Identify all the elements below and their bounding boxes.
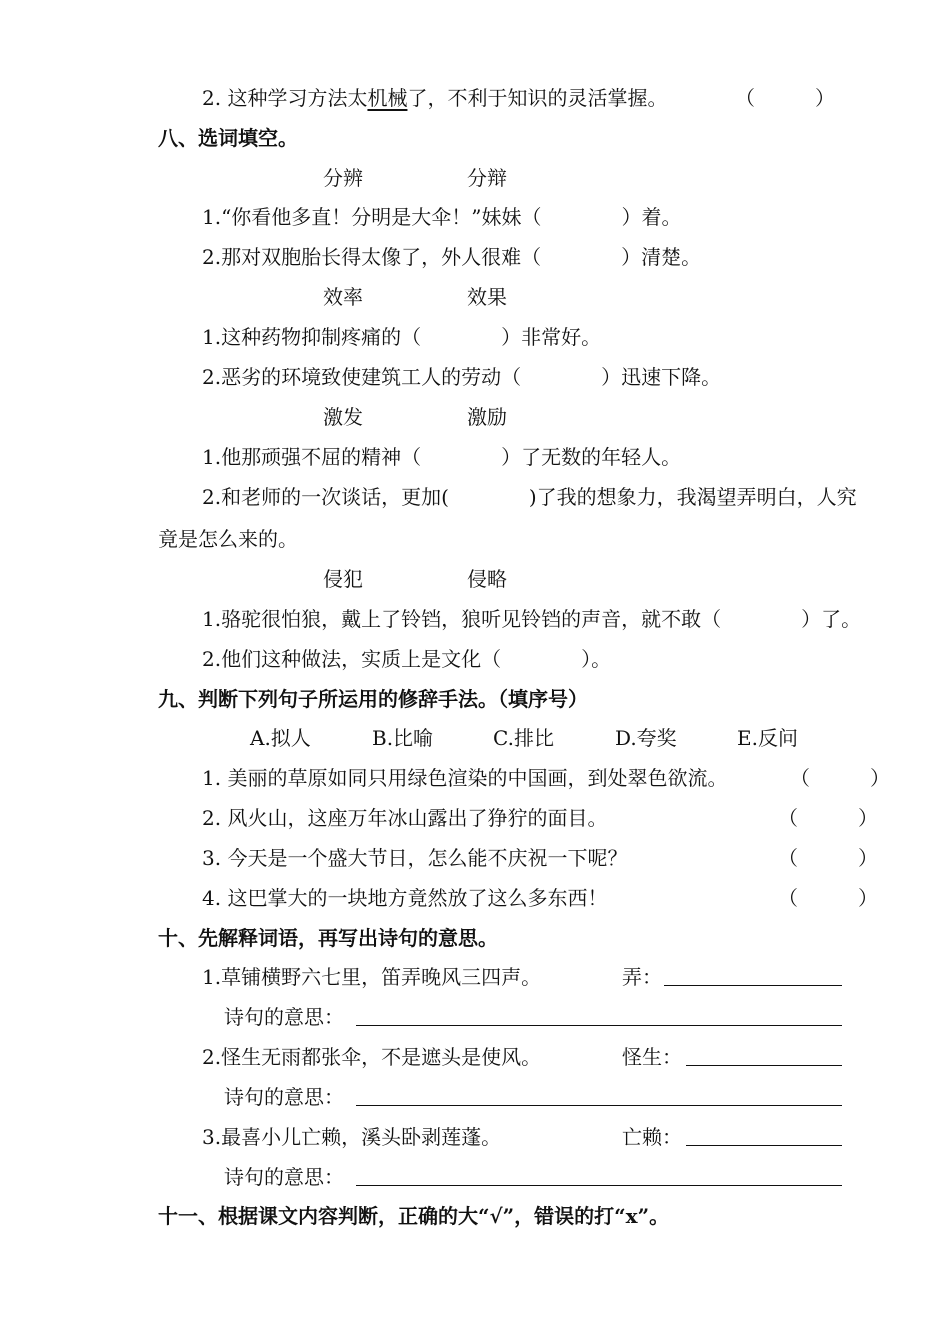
q7-item-2-text-pre: 2. 这种学习方法太 (202, 86, 368, 110)
s10-item-2-word-blank[interactable] (686, 1043, 842, 1066)
s8-g3-item-2-line-2: 竟是怎么来的。 (158, 527, 298, 551)
s8-g4-word-2: 侵略 (467, 567, 507, 591)
s8-g3-item-2-line-1: 2.和老师的一次谈话，更加( )了我的想象力，我渴望弄明白，人究 (202, 485, 857, 509)
s8-g2-item-2: 2.恶劣的环境致使建筑工人的劳动（ ）迅速下降。 (202, 365, 722, 389)
s10-item-1-word-blank[interactable] (664, 963, 842, 986)
s10-item-2-word-label: 怪生： (622, 1045, 682, 1069)
q7-item-2-text-post: 了，不利于知识的灵活掌握。 (407, 86, 668, 110)
s9-item-1-paren[interactable]: （ ） (790, 766, 890, 790)
section-10-heading: 十、先解释词语，再写出诗句的意思。 (158, 926, 498, 950)
s10-item-2-poem: 2.怪生无雨都张伞，不是遮头是使风。 (202, 1045, 542, 1069)
s8-g4-word-1: 侵犯 (323, 567, 363, 591)
s10-item-1-word-label: 弄： (622, 965, 662, 989)
s9-item-1: 1. 美丽的草原如同只用绿色渲染的中国画，到处翠色欲流。 (202, 766, 728, 790)
s10-item-2-meaning-blank[interactable] (356, 1083, 842, 1106)
s10-item-2-meaning-label: 诗句的意思： (224, 1085, 344, 1109)
s8-g2-word-2: 效果 (467, 285, 507, 309)
s9-item-4-paren[interactable]: （ ） (778, 886, 878, 910)
s8-g4-item-2: 2.他们这种做法，实质上是文化（ ）。 (202, 647, 612, 671)
s10-item-1-meaning-blank[interactable] (356, 1003, 842, 1026)
s9-option-b: B.比喻 (372, 726, 434, 750)
s8-g1-word-2: 分辩 (467, 166, 507, 190)
s10-item-3-poem: 3.最喜小儿亡赖，溪头卧剥莲蓬。 (202, 1125, 502, 1149)
s8-g3-word-2: 激励 (467, 405, 507, 429)
q7-item-2-answer-paren[interactable]: （ ） (735, 86, 835, 110)
q7-item-2 (202, 84, 667, 112)
s10-item-1-meaning-label: 诗句的意思： (224, 1005, 344, 1029)
s8-g3-word-1: 激发 (323, 405, 363, 429)
s9-item-3-paren[interactable]: （ ） (778, 846, 878, 870)
s9-option-d: D.夸奖 (615, 726, 677, 750)
s8-g2-word-1: 效率 (323, 285, 363, 309)
s10-item-3-meaning-blank[interactable] (356, 1163, 842, 1186)
section-9-heading: 九、判断下列句子所运用的修辞手法。（填序号） (158, 687, 588, 711)
s9-option-a: A.拟人 (250, 726, 311, 750)
q7-item-2-underlined-word: 机械 (367, 86, 408, 110)
s10-item-3-word-blank[interactable] (686, 1123, 842, 1146)
s9-item-2-paren[interactable]: （ ） (778, 806, 878, 830)
s9-item-4: 4. 这巴掌大的一块地方竟然放了这么多东西！ (202, 886, 608, 910)
s8-g1-item-2: 2.那对双胞胎长得太像了，外人很难（ ）清楚。 (202, 245, 702, 269)
section-8-heading: 八、选词填空。 (158, 126, 298, 150)
s10-item-3-meaning-label: 诗句的意思： (224, 1165, 344, 1189)
s8-g2-item-1: 1.这种药物抑制疼痛的（ ）非常好。 (202, 325, 602, 349)
s9-item-3: 3. 今天是一个盛大节日，怎么能不庆祝一下呢？ (202, 846, 628, 870)
s8-g3-item-1: 1.他那顽强不屈的精神（ ）了无数的年轻人。 (202, 445, 682, 469)
section-11-heading: 十一、根据课文内容判断，正确的大“√”，错误的打“x”。 (158, 1204, 670, 1228)
s9-item-2: 2. 风火山，这座万年冰山露出了狰狞的面目。 (202, 806, 608, 830)
s8-g4-item-1: 1.骆驼很怕狼，戴上了铃铛，狼听见铃铛的声音，就不敢（ ）了。 (202, 607, 862, 631)
s10-item-3-word-label: 亡赖： (622, 1125, 682, 1149)
s8-g1-word-1: 分辨 (323, 166, 363, 190)
s9-option-c: C.排比 (493, 726, 554, 750)
s8-g1-item-1: 1.“你看他多直！分明是大伞！”妹妹（ ）着。 (202, 205, 682, 229)
s10-item-1-poem: 1.草铺横野六七里，笛弄晚风三四声。 (202, 965, 542, 989)
s9-option-e: E.反问 (737, 726, 798, 750)
